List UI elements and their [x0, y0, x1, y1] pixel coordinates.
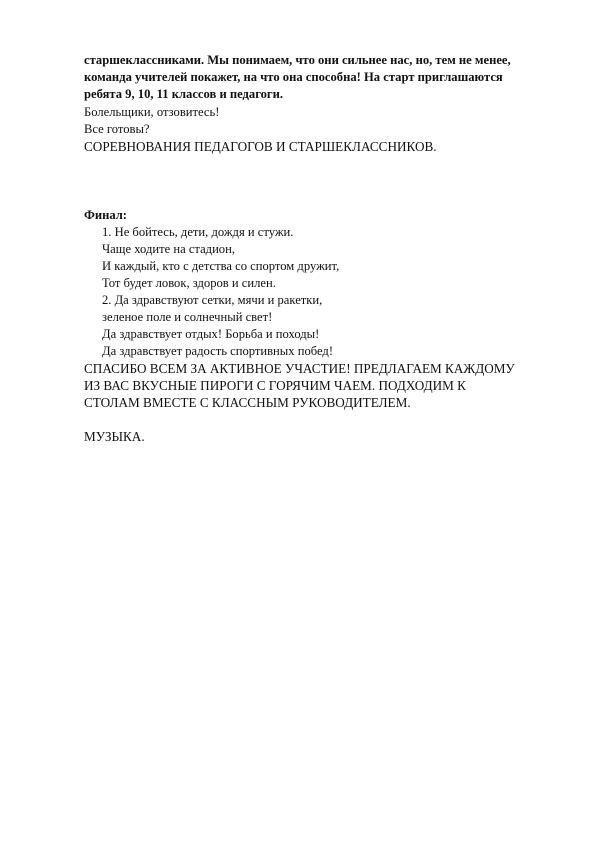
verse-line-7: Да здравствует отдых! Борьба и походы!: [102, 327, 320, 341]
intro-line-4: Болельщики, отзовитесь!: [84, 105, 220, 119]
intro-line-2-part-1: команда учителей покажет, на что она способна!: [84, 70, 361, 84]
closing-line-3: СТОЛАМ ВМЕСТЕ С КЛАССНЫМ РУКОВОДИТЕЛЕМ.: [84, 395, 411, 410]
closing-line-2: ИЗ ВАС ВКУСНЫЕ ПИРОГИ С ГОРЯЧИМ ЧАЕМ. ПОДХОДИМ К: [84, 378, 466, 393]
intro-line-2: [84, 70, 503, 85]
verse-line-1: 1. Не бойтесь, дети, дождя и стужи.: [102, 225, 294, 239]
closing-line-1: СПАСИБО ВСЕМ ЗА АКТИВНОЕ УЧАСТИЕ! ПРЕДЛАГАЕМ КАЖДОМУ: [84, 361, 515, 376]
music-cue: МУЗЫКА.: [84, 429, 145, 444]
verse-line-3: И каждый, кто с детства со спортом дружит,: [102, 259, 340, 273]
intro-line-3: ребята 9, 10, 11 классов и педагоги.: [84, 87, 284, 101]
final-heading: Финал:: [84, 208, 127, 222]
verse-line-4: Тот будет ловок, здоров и силен.: [102, 276, 276, 290]
intro-line-1: старшеклассниками. Мы понимаем, что они сильнее нас, но, тем не менее,: [84, 53, 511, 67]
verse-line-8: Да здравствует радость спортивных побед!: [102, 344, 334, 358]
intro-line-6: СОРЕВНОВАНИЯ ПЕДАГОГОВ И СТАРШЕКЛАССНИКОВ.: [84, 139, 437, 154]
intro-line-2-part-2: На старт приглашаются: [360, 70, 503, 84]
verse-line-2: Чаще ходите на стадион,: [102, 242, 235, 256]
intro-line-5: Все готовы?: [84, 122, 150, 136]
verse-line-5: 2. Да здравствуют сетки, мячи и ракетки,: [102, 293, 323, 307]
verse-line-6: зеленое поле и солнечный свет!: [102, 310, 273, 324]
